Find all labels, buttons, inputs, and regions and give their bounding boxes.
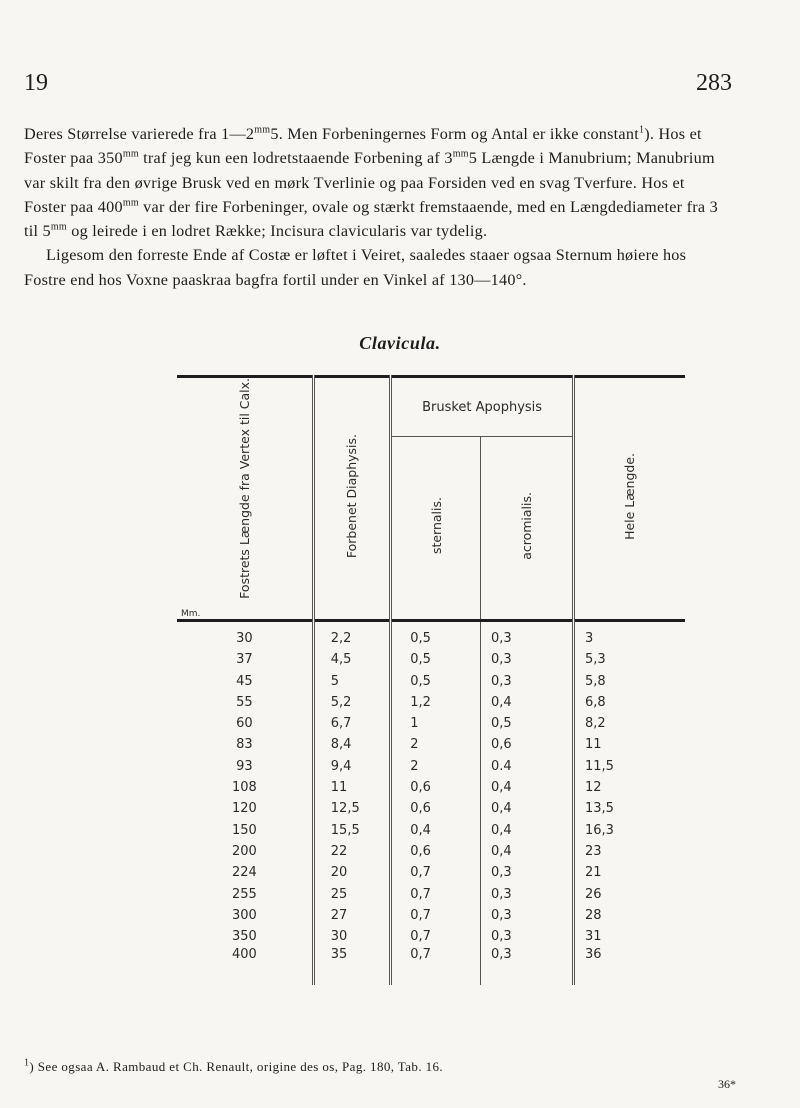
- table-row: [177, 947, 685, 985]
- table-cell: 0,4: [481, 820, 574, 841]
- table-cell: 0,3: [481, 620, 574, 649]
- table-cell: 28: [584, 907, 602, 923]
- signature-mark: 36*: [718, 1077, 736, 1091]
- table-cell: 11: [313, 777, 390, 798]
- table-row: [177, 756, 685, 777]
- table-cell: 255: [177, 883, 313, 904]
- table-cell: 200: [177, 841, 313, 862]
- table-cell: 150: [177, 820, 313, 841]
- table-cell: 0,4: [481, 841, 574, 862]
- table-row: [177, 820, 685, 841]
- table-cell: 400: [177, 947, 313, 985]
- table-cell: 9,4: [313, 756, 390, 777]
- table-cell: 0,4: [391, 820, 481, 841]
- table-cell: 11: [584, 737, 602, 753]
- table-cell: 0,3: [481, 862, 574, 883]
- table-cell: 15,5: [313, 820, 390, 841]
- table-cell: 300: [177, 905, 313, 926]
- table-cell: 2: [391, 734, 481, 755]
- table-row: [177, 862, 685, 883]
- paragraph-angle: Ligesom den forreste Ende af Costæ er løftet i Veiret, saaledes staaer ogsaa Sternum høiere hos Fostre end hos Voxne paaskraa bagfra fortil under en Vinkel af 130—140°.: [24, 246, 687, 289]
- table-cell: 0,3: [481, 926, 574, 947]
- table-cell: 0,7: [391, 862, 481, 883]
- paragraph-sternum: Deres Størrelse varierede fra $1—2^{mm}5$. Men Forbeningernes Form og Antal er ikke constant$^1$). Hos et Foster paa $350^{mm}$ traf jeg kun een lodretstaaende Forbening af $3^{mm}5$ Længde i Manubrium; Manubrium var skilt fra den øvrige Brusk ved en mørk Tverlinie og paa Forsiden ved en svag Tverfure. Hos et Foster paa $400^{mm}$ var der fire Forbeninger, ovale og stærkt fremstaaende, med en Længdediameter fra 3 til $5^{mm}$ og leirede i en lodret Række; Incisura clavicularis var tydelig.: [24, 124, 718, 241]
- table-cell: 12,5: [313, 798, 390, 819]
- table-cell: 0,7: [391, 905, 481, 926]
- table-cell: 35: [313, 947, 390, 985]
- table-cell: 23: [584, 843, 602, 859]
- table-cell: 22: [313, 841, 390, 862]
- table-cell: 83: [177, 734, 313, 755]
- table-cell: 21: [584, 865, 602, 881]
- table-cell: 0,5: [391, 620, 481, 649]
- table-cell: 4,5: [313, 649, 390, 670]
- header-diaphysis: Forbenet Diaphysis.: [313, 377, 390, 621]
- table-cell: 36: [584, 947, 602, 963]
- header-length: Fostrets Længde fra Vertex til Calx. Mm.: [177, 377, 313, 621]
- table-row: [177, 905, 685, 926]
- table-cell: 12: [584, 780, 602, 796]
- header-acromialis: acromialis.: [481, 437, 574, 621]
- table-row: [177, 692, 685, 713]
- table-cell: 6,8: [584, 694, 606, 710]
- table-cell: 1,2: [391, 692, 481, 713]
- table-cell: 0,6: [391, 798, 481, 819]
- table-cell: 26: [584, 886, 602, 902]
- table-body: [177, 620, 685, 985]
- table-cell: 31: [584, 929, 602, 945]
- body-text: [24, 122, 730, 292]
- table-cell: 5,3: [584, 652, 606, 668]
- table-cell: 2: [391, 756, 481, 777]
- table-row: [177, 670, 685, 691]
- table-row: [177, 734, 685, 755]
- table-cell: 93: [177, 756, 313, 777]
- table-cell: 25: [313, 883, 390, 904]
- table-cell: 0,6: [481, 734, 574, 755]
- table-cell: 16,3: [584, 822, 614, 838]
- table-cell: 37: [177, 649, 313, 670]
- table-cell: 5: [313, 670, 390, 691]
- table-cell: 13,5: [584, 801, 614, 817]
- table-row: [177, 620, 685, 649]
- table-row: [177, 798, 685, 819]
- table-cell: 0,3: [481, 670, 574, 691]
- table-cell: 2,2: [313, 620, 390, 649]
- page-number-left: 19: [24, 70, 48, 96]
- table-cell: 0,7: [391, 883, 481, 904]
- section-title: Clavicula.: [359, 333, 441, 353]
- table-cell: 30: [313, 926, 390, 947]
- table-row: [177, 649, 685, 670]
- table-cell: 0,7: [391, 926, 481, 947]
- table-cell: 45: [177, 670, 313, 691]
- table-cell: 0.4: [481, 756, 574, 777]
- table-cell: 0,5: [391, 649, 481, 670]
- header-total-length: Hele Længde.: [573, 377, 685, 621]
- header-sternalis: sternalis.: [391, 437, 481, 621]
- header-apophysis-group: Brusket Apophysis: [391, 377, 574, 437]
- table-cell: 120: [177, 798, 313, 819]
- table-cell: 20: [313, 862, 390, 883]
- table-cell: 27: [313, 905, 390, 926]
- table-row: [177, 713, 685, 734]
- table-row: [177, 926, 685, 947]
- table-cell: 0,6: [391, 777, 481, 798]
- table-cell: 8,4: [313, 734, 390, 755]
- table-cell: 5,2: [313, 692, 390, 713]
- table-row: [177, 841, 685, 862]
- table-cell: 0,5: [481, 713, 574, 734]
- table-cell: 6,7: [313, 713, 390, 734]
- table-row: [177, 883, 685, 904]
- table-cell: 11,5: [584, 758, 614, 774]
- clavicula-table: [177, 375, 685, 985]
- table-cell: 224: [177, 862, 313, 883]
- table-cell: 0,6: [391, 841, 481, 862]
- table-cell: 0,3: [481, 883, 574, 904]
- table-cell: 0,3: [481, 947, 574, 985]
- table-row: [177, 777, 685, 798]
- table-cell: 0,3: [481, 905, 574, 926]
- table-cell: 55: [177, 692, 313, 713]
- footnote-ref[interactable]: 1: [638, 124, 645, 136]
- table-cell: 1: [391, 713, 481, 734]
- page-number-right: 283: [696, 70, 732, 96]
- table-cell: 30: [177, 620, 313, 649]
- table-cell: 0,3: [481, 649, 574, 670]
- footnote: $^1$) See ogsaa A. Rambaud et Ch. Renault, origine des os, Pag. 180, Tab. 16.: [24, 1057, 444, 1074]
- table-cell: 60: [177, 713, 313, 734]
- table-cell: 8,2: [584, 716, 606, 732]
- header-unit: Mm.: [181, 608, 201, 619]
- table-cell: 350: [177, 926, 313, 947]
- table-cell: 0,5: [391, 670, 481, 691]
- table-cell: 3: [584, 630, 594, 646]
- table-cell: 0,4: [481, 798, 574, 819]
- table-cell: 5,8: [584, 673, 606, 689]
- table-cell: 0,7: [391, 947, 481, 985]
- table-cell: 0,4: [481, 777, 574, 798]
- table-cell: 0,4: [481, 692, 574, 713]
- table-cell: 108: [177, 777, 313, 798]
